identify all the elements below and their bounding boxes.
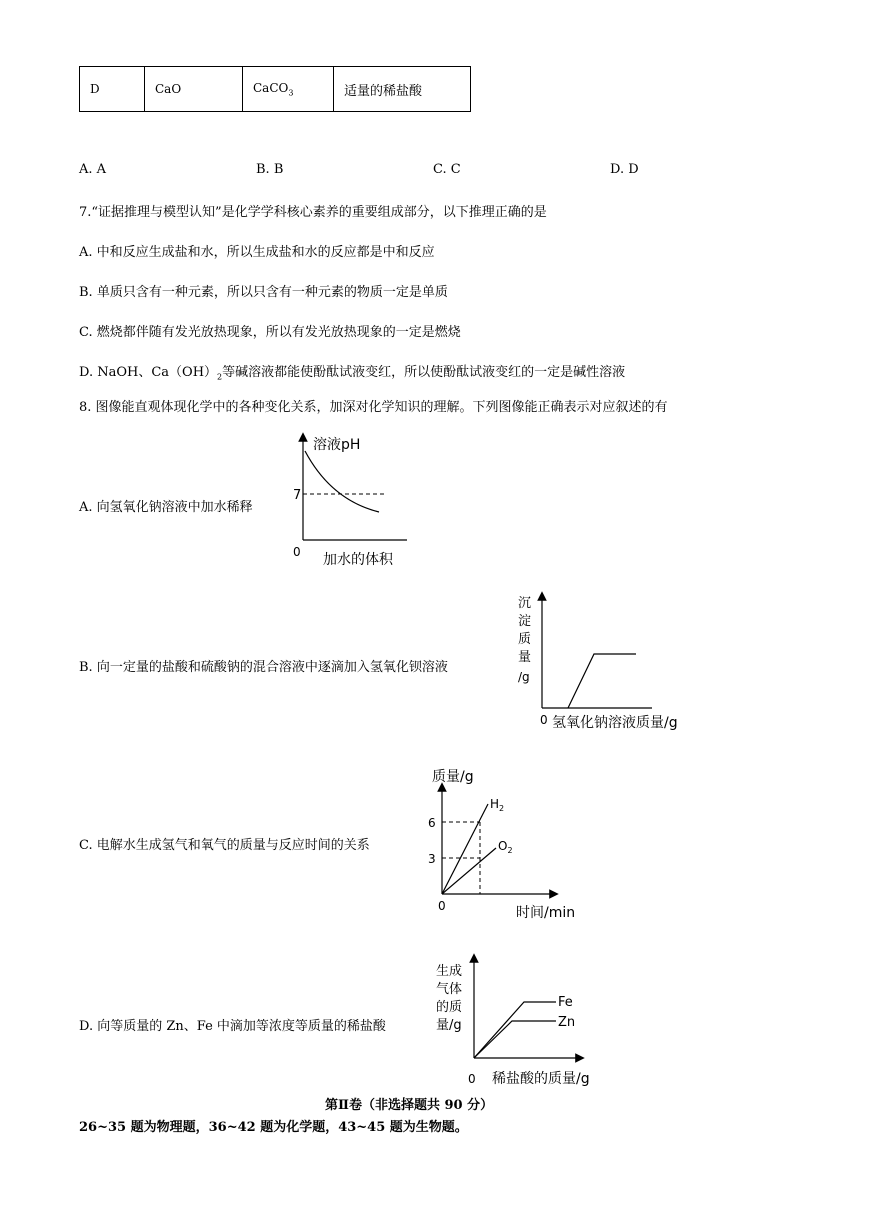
precipitate-line	[568, 654, 636, 708]
x-axis-label: 时间/min	[516, 905, 576, 921]
table-cell: 适量的稀盐酸	[334, 67, 471, 112]
y-axis-label-1: 沉	[518, 596, 532, 611]
o2-label: $O_2$	[498, 839, 513, 855]
y-axis-label-2: 气体	[436, 982, 463, 997]
x-axis-label: 氢氧化钠溶液质量/g	[552, 715, 678, 731]
tick-3: 3	[428, 852, 436, 866]
option-table	[79, 66, 471, 112]
question-7-option-a: A. 中和反应生成盐和水，所以生成盐和水的反应都是中和反应	[79, 245, 435, 260]
graph-a	[285, 432, 410, 570]
tick-label: 7	[293, 488, 302, 503]
question-8-option-b: B. 向一定量的盐酸和硫酸钠的混合溶液中逐滴加入氢氧化钡溶液	[79, 660, 448, 675]
y-axis-label-2: 淀	[518, 614, 532, 629]
y-axis-label-4: 量	[518, 650, 532, 665]
subscript: 2	[217, 372, 223, 382]
subscript: 3	[288, 88, 294, 98]
option-d-prefix: D. NaOH、Ca（OH）	[79, 365, 218, 380]
question-8-option-d: D. 向等质量的 Zn、Fe 中滴加等浓度等质量的稀盐酸	[79, 1019, 386, 1034]
y-axis-label-3: 的质	[436, 1000, 463, 1015]
y-axis-label-3: 质	[518, 632, 532, 647]
choice-b: B. B	[256, 162, 284, 177]
y-axis-label-4: 量/g	[436, 1018, 462, 1033]
origin-label: 0	[468, 1072, 476, 1086]
question-8-option-a: A. 向氢氧化钠溶液中加水稀释	[79, 500, 253, 515]
table-row	[80, 67, 471, 112]
zn-line	[474, 1021, 556, 1058]
question-7-option-b: B. 单质只含有一种元素，所以只含有一种元素的物质一定是单质	[79, 285, 448, 300]
x-axis-label: 加水的体积	[323, 552, 393, 568]
question-8-stem: 8. 图像能直观体现化学中的各种变化关系，加深对化学知识的理解。下列图像能正确表示对应叙述的有	[79, 400, 668, 415]
y-axis-label-1: 生成	[436, 964, 463, 979]
section-note: 26~35 题为物理题，36~42 题为化学题，43~45 题为生物题。	[79, 1120, 468, 1135]
h2-line	[442, 804, 488, 894]
origin-label: 0	[438, 899, 446, 913]
choice-c: C. C	[433, 162, 461, 177]
y-axis-label: 溶液pH	[313, 437, 361, 453]
formula: CaCO	[253, 80, 289, 95]
tick-6: 6	[428, 816, 436, 830]
zn-label: Zn	[558, 1015, 576, 1030]
o2-line	[442, 848, 496, 894]
x-axis-label: 稀盐酸的质量/g	[492, 1071, 590, 1087]
table-cell: D	[80, 67, 145, 112]
h2-label: $H_2$	[490, 797, 505, 813]
section-title: 第Ⅱ卷（非选择题共 90 分）	[325, 1098, 494, 1113]
ph-curve	[305, 451, 379, 512]
graph-c	[424, 764, 589, 924]
table-cell: CaO	[145, 67, 243, 112]
y-axis-label-5: /g	[518, 670, 530, 684]
graph-d	[432, 952, 612, 1088]
graph-b	[512, 590, 702, 736]
fe-line	[474, 1002, 556, 1058]
choice-a: A. A	[79, 162, 107, 177]
question-7-option-c: C. 燃烧都伴随有发光放热现象，所以有发光放热现象的一定是燃烧	[79, 325, 461, 340]
question-7-stem: 7.“证据推理与模型认知”是化学学科核心素养的重要组成部分，以下推理正确的是	[79, 205, 547, 220]
choice-d: D. D	[610, 162, 639, 177]
origin-label: 0	[540, 713, 548, 727]
fe-label: Fe	[558, 995, 573, 1010]
origin-label: 0	[293, 545, 301, 559]
question-8-option-c: C. 电解水生成氢气和氧气的质量与反应时间的关系	[79, 838, 370, 853]
table-cell	[243, 67, 334, 112]
option-d-suffix: 等碱溶液都能使酚酞试液变红，所以使酚酞试液变红的一定是碱性溶液	[222, 365, 626, 380]
question-7-option-d	[79, 361, 625, 382]
y-axis-label: 质量/g	[432, 769, 474, 785]
